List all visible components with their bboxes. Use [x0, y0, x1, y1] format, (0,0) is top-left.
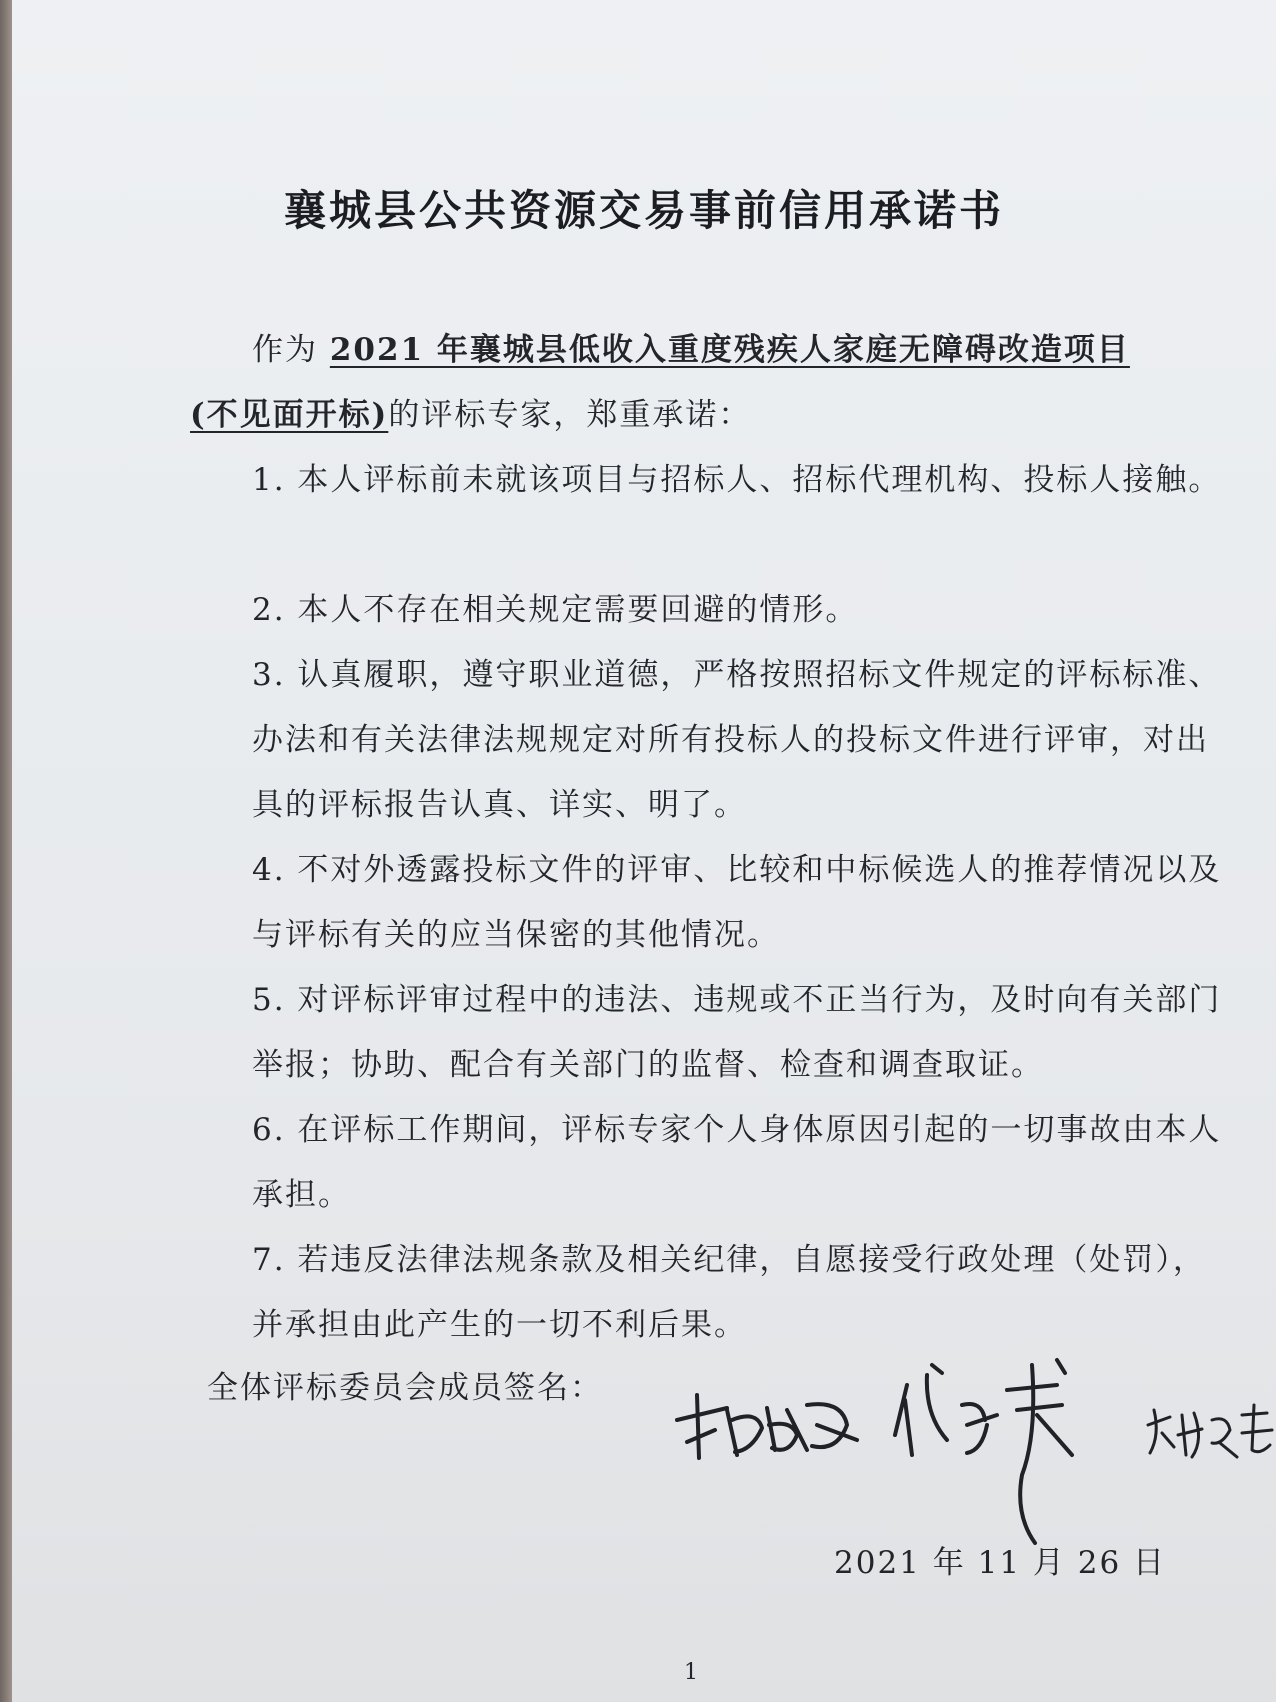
intro-suffix: 的评标专家，郑重承诺：	[388, 397, 752, 433]
intro-paragraph	[190, 318, 1227, 383]
handwritten-signature-2	[887, 1345, 1097, 1545]
commitment-item-7: 7. 若违反法律法规条款及相关纪律，自愿接受行政处理（处罚），并承担由此产生的一切不利后果。	[252, 1242, 1206, 1343]
document-page	[12, 0, 1276, 1702]
intro-paragraph-cont	[190, 383, 1165, 448]
handwritten-signature-1	[667, 1380, 867, 1470]
commitment-item-5: 5. 对评标评审过程中的违法、违规或不正当行为，及时向有关部门举报；协助、配合有关部门的监督、检查和调查取证。	[252, 982, 1222, 1083]
project-name: 2021 年襄城县低收入重度残疾人家庭无障碍改造项目	[329, 332, 1130, 368]
commitment-item-1: 1. 本人评标前未就该项目与招标人、招标代理机构、投标人接触。	[252, 462, 1222, 498]
intro-prefix: 作为	[252, 332, 318, 368]
commitment-item-4: 4. 不对外透露投标文件的评审、比较和中标候选人的推荐情况以及与评标有关的应当保密的其他情况。	[252, 852, 1222, 953]
page-number: 1	[684, 1660, 698, 1685]
document-date: 2021 年 11 月 26 日	[834, 1545, 1167, 1581]
document-title: 襄城县公共资源交易事前信用承诺书	[283, 186, 1004, 235]
commitment-item-6: 6. 在评标工作期间，评标专家个人身体原因引起的一切事故由本人承担。	[252, 1112, 1222, 1213]
commitment-item-2: 2. 本人不存在相关规定需要回避的情形。	[252, 592, 859, 628]
handwritten-signature-3	[1142, 1395, 1276, 1465]
project-method: (不见面开标)	[190, 397, 389, 433]
commitment-item-3: 3. 认真履职，遵守职业道德，严格按照招标文件规定的评标标准、办法和有关法律法规规定对所有投标人的投标文件进行评审，对出具的评标报告认真、详实、明了。	[252, 657, 1222, 823]
signature-label: 全体评标委员会成员签名：	[207, 1370, 603, 1406]
